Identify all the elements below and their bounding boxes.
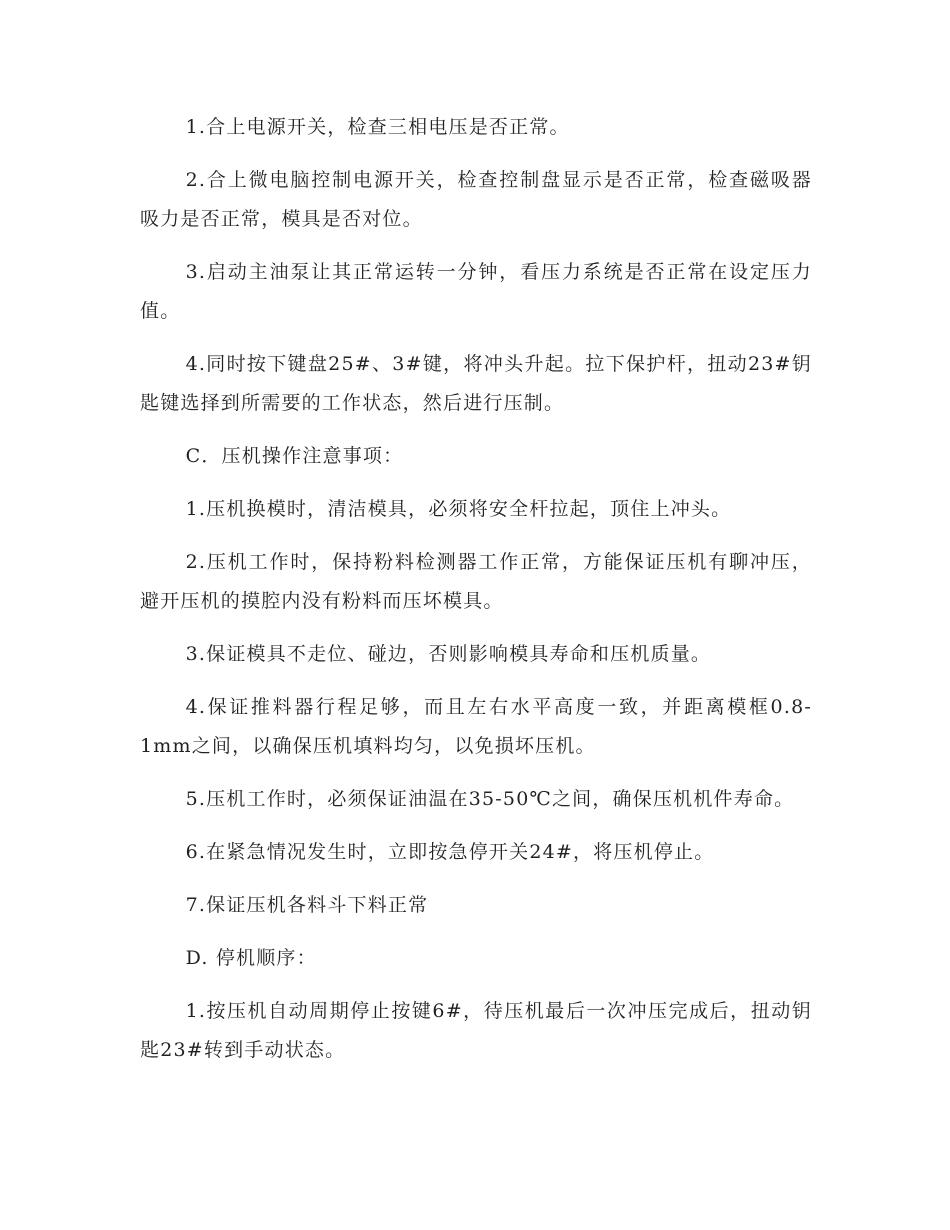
paragraph-startup-step-4: 4.同时按下键盘25#、3#键，将冲头升起。拉下保护杆，扭动23#钥匙键选择到所需要的工作状态，然后进行压制。 xyxy=(140,353,812,414)
paragraph-precaution-2: 2.压机工作时，保持粉料检测器工作正常，方能保证压机有聊冲压，避开压机的摸腔内没有粉料而压坏模具。 xyxy=(140,551,812,612)
document-body xyxy=(140,108,812,1084)
section-heading-precautions: C．压机操作注意事项： xyxy=(185,445,404,467)
paragraph-shutdown-step-1: 1.按压机自动周期停止按键6#，待压机最后一次冲压完成后，扭动钥匙23#转到手动状态。 xyxy=(140,1000,812,1061)
paragraph-precaution-1: 1.压机换模时，清洁模具，必须将安全杆拉起，顶住上冲头。 xyxy=(185,498,732,520)
paragraph-startup-step-2: 2.合上微电脑控制电源开关，检查控制盘显示是否正常，检查磁吸器吸力是否正常，模具是否对位。 xyxy=(140,169,812,230)
paragraph-startup-step-3: 3.启动主油泵让其正常运转一分钟，看压力系统是否正常在设定压力值。 xyxy=(140,261,812,322)
paragraph-precaution-7: 7.保证压机各料斗下料正常 xyxy=(185,894,429,916)
paragraph-startup-step-1: 1.合上电源开关，检查三相电压是否正常。 xyxy=(185,116,570,138)
paragraph-precaution-3: 3.保证模具不走位、碰边，否则影响模具寿命和压机质量。 xyxy=(185,643,712,665)
paragraph-precaution-4: 4.保证推料器行程足够，而且左右水平高度一致，并距离模框0.8-1mm之间，以确保压机填料均匀，以免损坏压机。 xyxy=(140,696,812,757)
paragraph-precaution-5: 5.压机工作时，必须保证油温在35-50℃之间，确保压机机件寿命。 xyxy=(185,788,795,810)
paragraph-precaution-6: 6.在紧急情况发生时，立即按急停开关24#，将压机停止。 xyxy=(185,841,715,863)
section-heading-shutdown: D. 停机顺序： xyxy=(185,947,317,969)
